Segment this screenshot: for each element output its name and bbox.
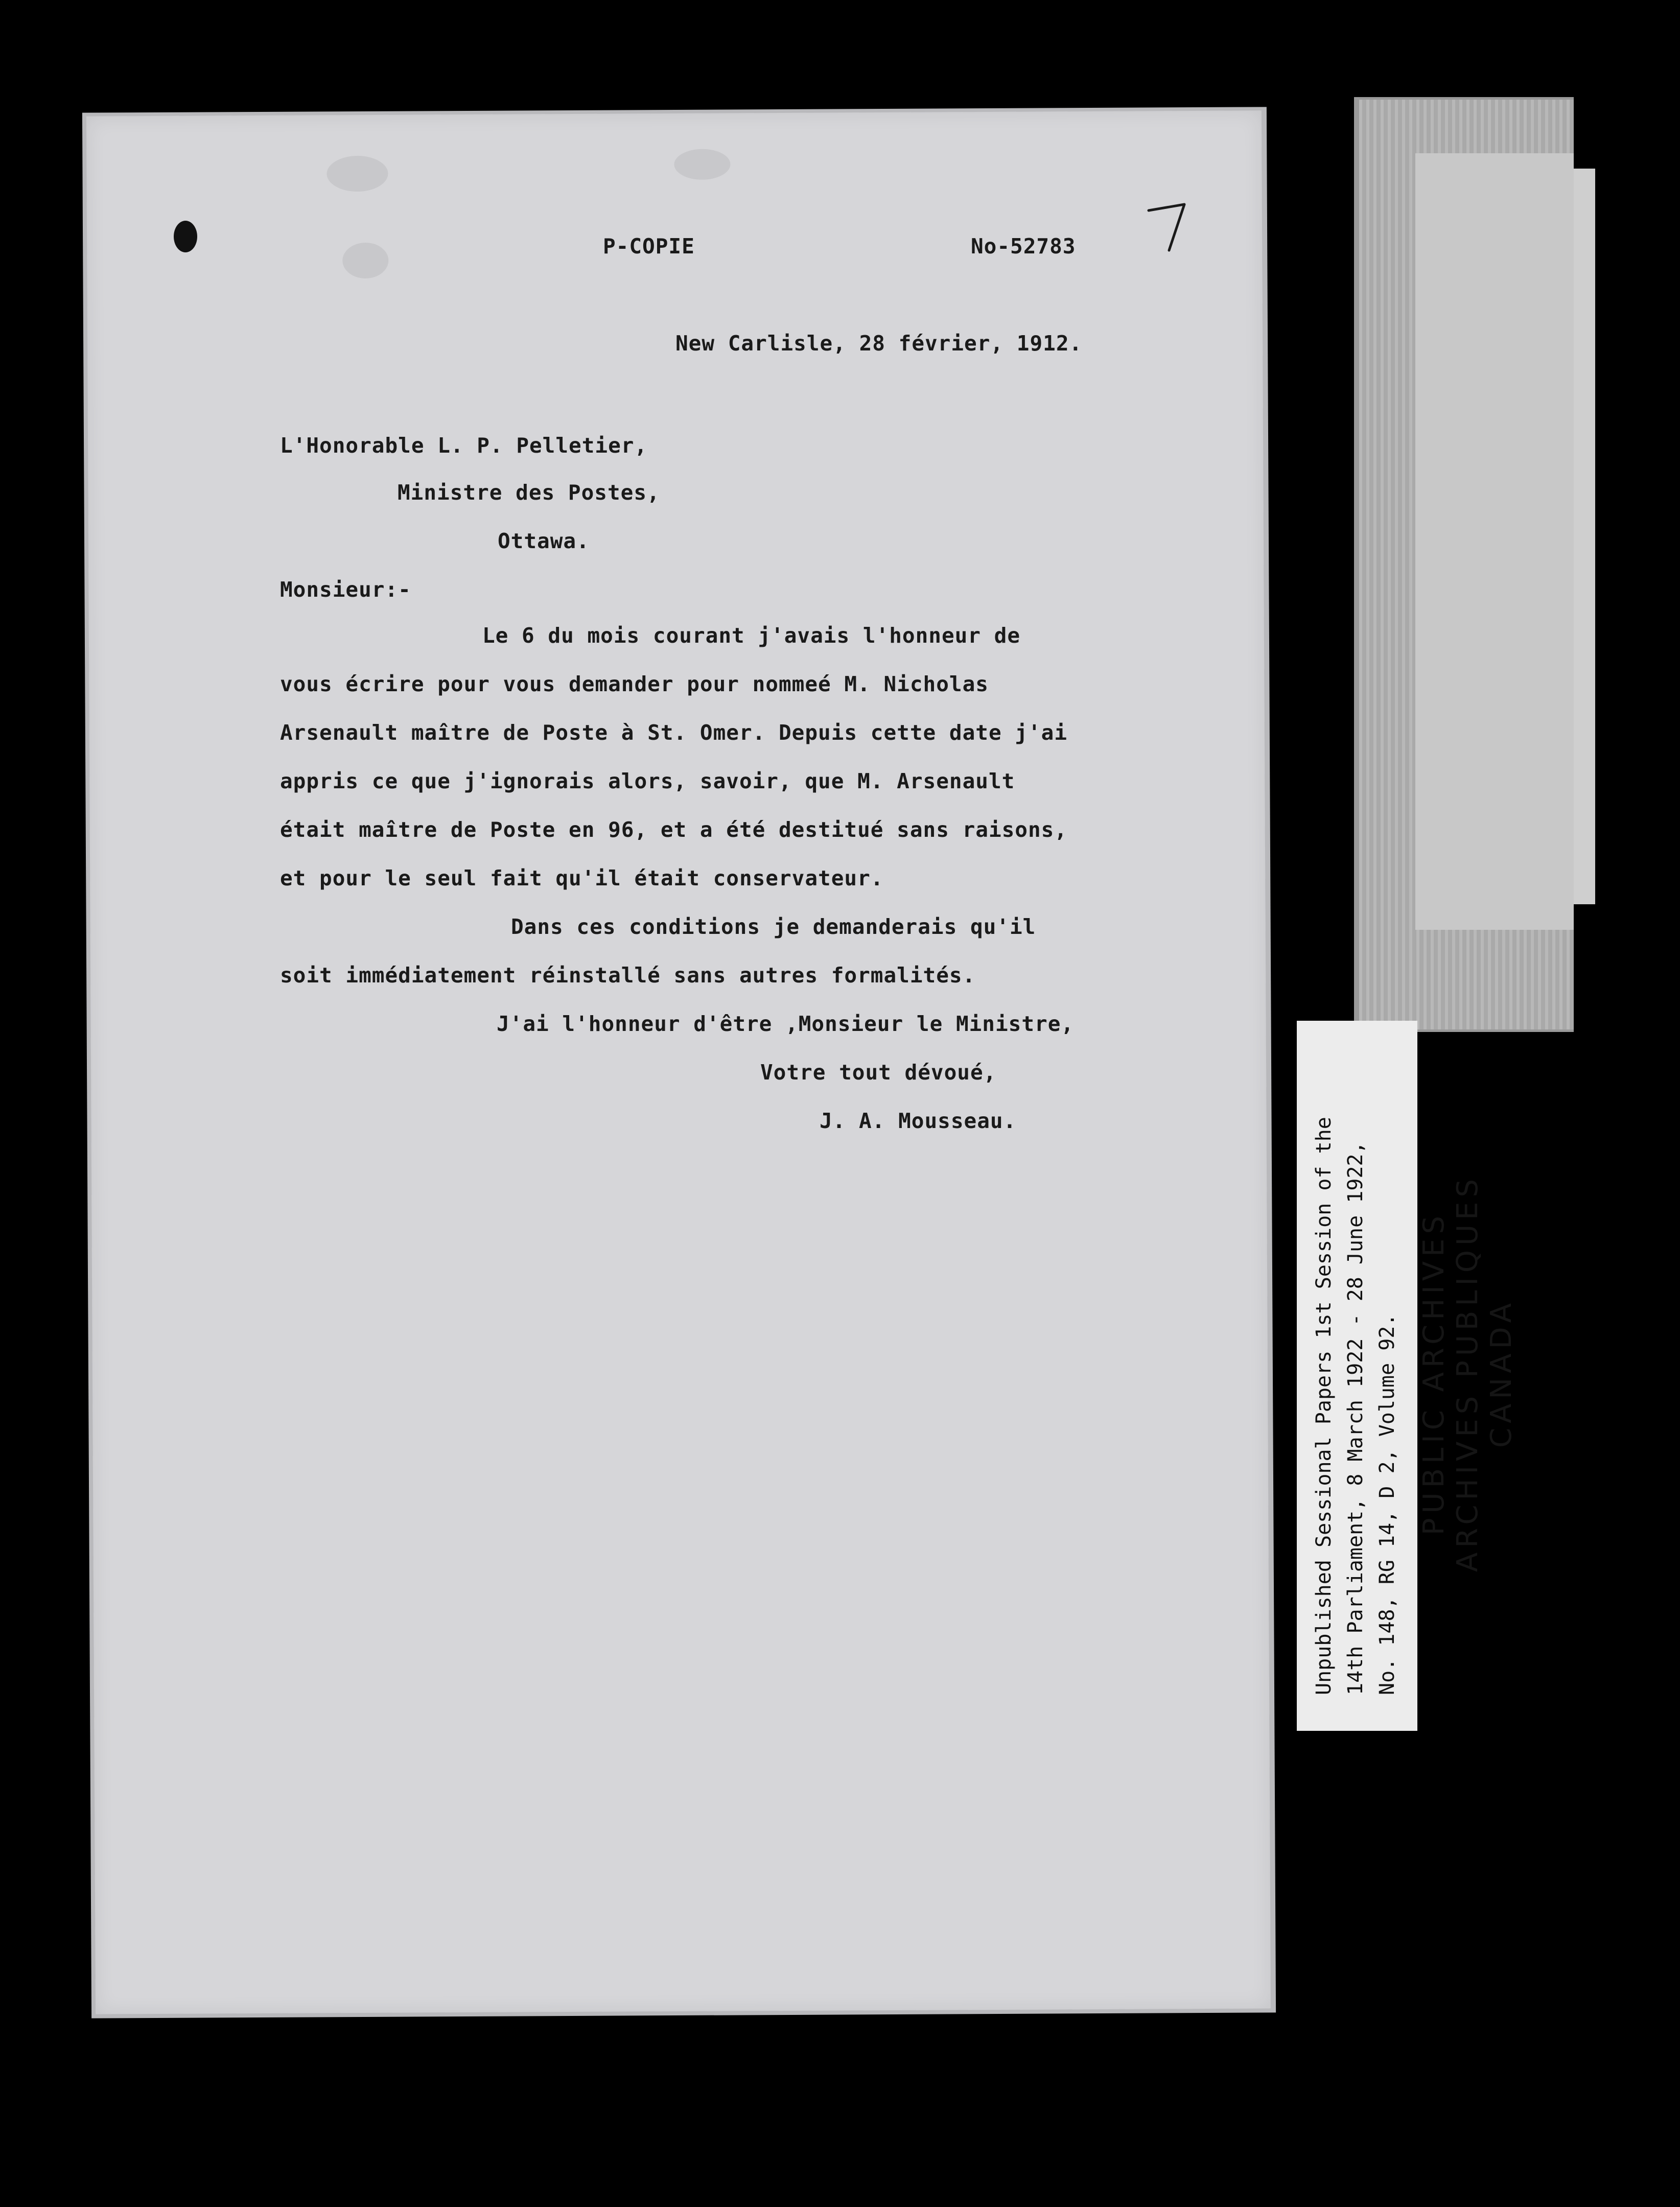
handwritten-seven-mark bbox=[1145, 199, 1191, 255]
body-line: appris ce que j'ignorais alors, savoir, que M. Arsenault bbox=[280, 769, 1015, 793]
stamp-line: PUBLIC ARCHIVES bbox=[1417, 1211, 1451, 1536]
body-line: et pour le seul fait qu'il était conservateur. bbox=[280, 866, 884, 890]
archive-slip bbox=[1297, 832, 1516, 1731]
signature: J. A. Mousseau. bbox=[820, 1109, 1017, 1133]
archive-folder-fold bbox=[1415, 153, 1574, 930]
citation-line: 14th Parliament, 8 March 1922 - 28 June 1922, bbox=[1344, 1141, 1367, 1695]
citation-line: Unpublished Sessional Papers 1st Session of the bbox=[1312, 1117, 1336, 1695]
body-line: soit immédiatement réinstallé sans autres formalités. bbox=[280, 963, 976, 988]
stamp-line: CANADA bbox=[1485, 1298, 1518, 1448]
addressee-title: Ministre des Postes, bbox=[398, 480, 660, 505]
body-line: Dans ces conditions je demanderais qu'il bbox=[511, 914, 1036, 939]
archive-folder-strip bbox=[1574, 169, 1595, 904]
paper-smudge bbox=[342, 243, 388, 278]
body-line: Le 6 du mois courant j'avais l'honneur de bbox=[482, 623, 1021, 648]
archive-stamp bbox=[1417, 1021, 1516, 1731]
addressee-city: Ottawa. bbox=[498, 529, 590, 553]
closing-line: J'ai l'honneur d'être ,Monsieur le Ministre, bbox=[497, 1012, 1075, 1036]
letter-page bbox=[86, 110, 1271, 2014]
body-line: vous écrire pour vous demander pour nommeé M. Nicholas bbox=[280, 672, 989, 696]
document-number: No-52783 bbox=[971, 234, 1076, 259]
body-line: était maître de Poste en 96, et a été destitué sans raisons, bbox=[280, 817, 1068, 842]
punch-hole bbox=[174, 221, 197, 252]
date-line: New Carlisle, 28 février, 1912. bbox=[675, 331, 1083, 356]
archive-citation-label bbox=[1297, 1021, 1417, 1731]
copy-header: P-COPIE bbox=[603, 234, 695, 259]
paper-smudge bbox=[326, 156, 388, 192]
closing-line: Votre tout dévoué, bbox=[760, 1060, 997, 1085]
paper-smudge bbox=[674, 149, 730, 180]
citation-line: No. 148, RG 14, D 2, Volume 92. bbox=[1375, 1313, 1399, 1695]
body-line: Arsenault maître de Poste à St. Omer. Depuis cette date j'ai bbox=[280, 720, 1068, 745]
salutation: Monsieur:- bbox=[280, 577, 411, 602]
stamp-line: ARCHIVES PUBLIQUES bbox=[1451, 1174, 1484, 1572]
addressee-name: L'Honorable L. P. Pelletier, bbox=[280, 433, 648, 458]
